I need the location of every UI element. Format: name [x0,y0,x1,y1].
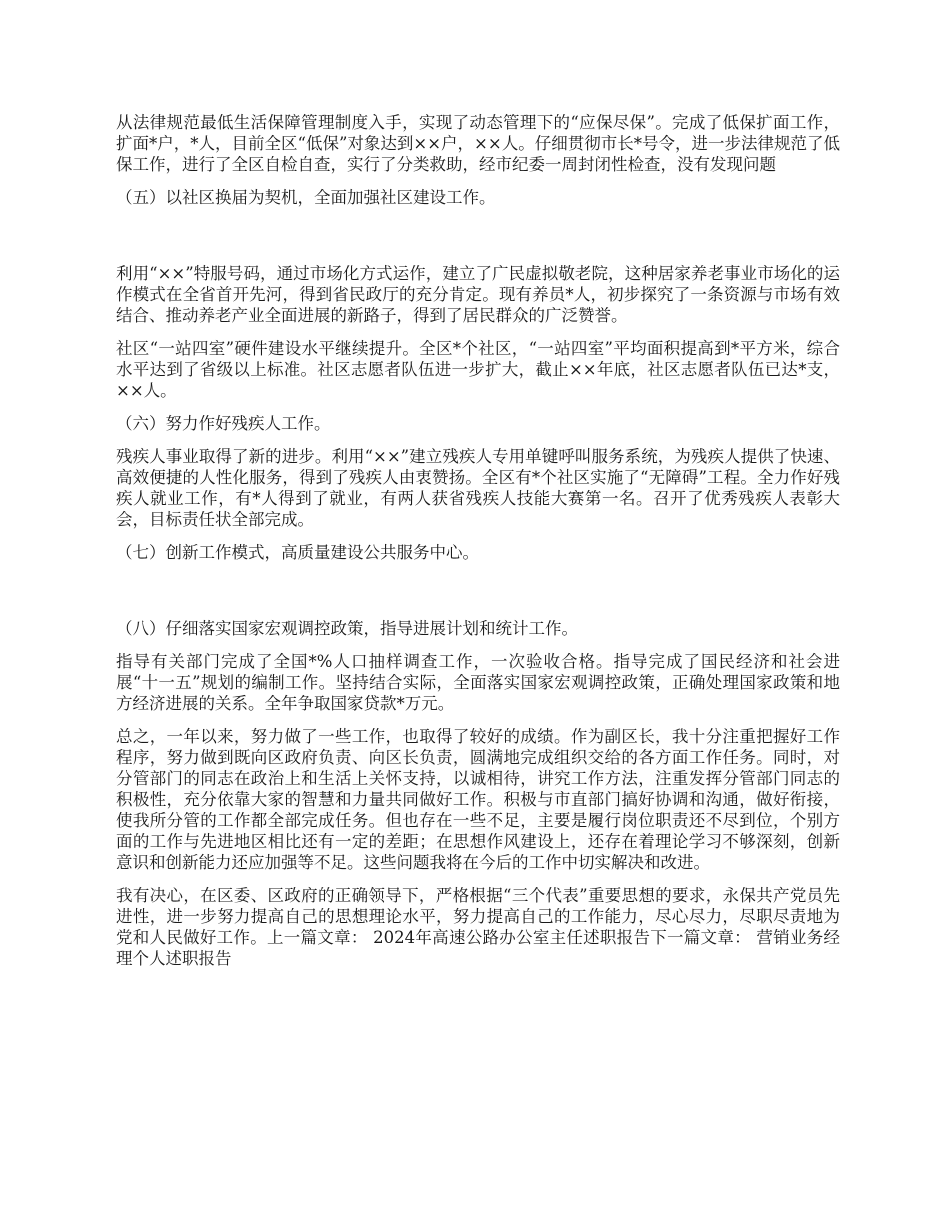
paragraph-summary: 总之，一年以来，努力做了一些工作，也取得了较好的成绩。作为副区长，我十分注重把握好工作程序，努力做到既向区政府负责、向区长负责，圆满地完成组织交给的各方面工作任务。同时，对分管部门的同志在政治上和生活上关怀支持，以诚相待，讲究工作方法，注重发挥分管部门同志的积极性，充分依靠大家的智慧和力量共同做好工作。积极与市直部门搞好协调和沟通，做好衔接，使我所分管的工作都全部完成任务。但也存在一些不足，主要是履行岗位职责还不尽到位，个别方面的工作与先进地区相比还有一定的差距；在思想作风建设上，还存在着理论学习不够深刻，创新意识和创新能力还应加强等不足。这些问题我将在今后的工作中切实解决和改进。 [116,727,840,872]
paragraph-low-income-security: 从法律规范最低生活保障管理制度入手，实现了动态管理下的“应保尽保”。完成了低保扩面工作，扩面*户，*人，目前全区“低保”对象达到××户，××人。仔细贯彻市长*号令，进一步法律规范了低保工作，进行了全区自检自查，实行了分类救助，经市纪委一周封闭性检查，没有发现问题 [116,113,840,174]
document-body [116,112,840,969]
section-heading-6: （六）努力作好残疾人工作。 [116,414,331,433]
paragraph-macro-policy: 指导有关部门完成了全国*%人口抽样调查工作，一次验收合格。指导完成了国民经济和社会进展“十一五”规划的编制工作。坚持结合实际，全面落实国家宏观调控政策，正确处理国家政策和地方经济进展的关系。全年争取国家贷款*万元。 [116,652,840,713]
section-heading-7: （七）创新工作模式，高质量建设公共服务中心。 [116,543,479,562]
paragraph-disabled-services: 残疾人事业取得了新的进步。利用“××”建立残疾人专用单键呼叫服务系统，为残疾人提供了快速、高效便捷的人性化服务，得到了残疾人由衷赞扬。全区有*个社区实施了“无障碍”工程。全力作好残疾人就业工作，有*人得到了就业，有两人获省残疾人技能大赛第一名。召开了优秀残疾人表彰大会，目标责任状全部完成。 [116,447,840,529]
section-heading-5: （五）以社区换届为契机，全面加强社区建设工作。 [116,188,496,207]
paragraph-virtual-elder-home: 利用“××”特服号码，通过市场化方式运作，建立了广民虚拟敬老院，这种居家养老事业市场化的运作模式在全省首开先河，得到省民政厅的充分肯定。现有养员*人，初步探究了一条资源与市场有效结合、推动养老产业全面进展的新路子，得到了居民群众的广泛赞誉。 [116,264,840,325]
section-heading-8: （八）仔细落实国家宏观调控政策，指导进展计划和统计工作。 [116,619,578,638]
paragraph-community-facilities: 社区“一站四室”硬件建设水平继续提升。全区*个社区，“一站四室”平均面积提高到*平方米，综合水平达到了省级以上标准。社区志愿者队伍进一步扩大，截止××年底，社区志愿者队伍已达*支，××人。 [116,339,840,400]
paragraph-conclusion: 我有决心，在区委、区政府的正确领导下，严格根据“三个代表”重要思想的要求，永保共产党员先进性，进一步努力提高自己的思想理论水平，努力提高自己的工作能力，尽心尽力，尽职尽责地为党和人民做好工作。上一篇文章： 2024年高速公路办公室主任述职报告下一篇文章： 营销业务经理个人述职报告 [116,886,840,968]
